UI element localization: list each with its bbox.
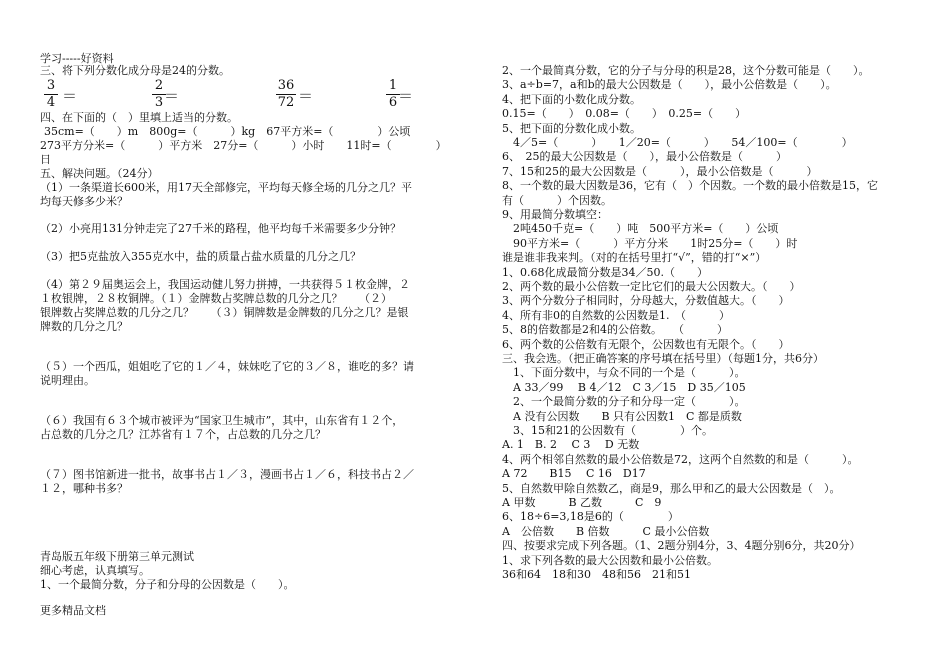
equals-sign: ＝	[298, 87, 314, 105]
right-line: A 33／99 B 4／12 C 3／15 D 35／105	[502, 380, 746, 394]
right-line: A 没有公因数 B 只有公因数1 C 都是质数	[502, 409, 742, 423]
right-line: 36和64 18和30 48和56 21和51	[502, 568, 691, 581]
section-4-line-2: 273平方分米=（ ）平方米 27分=（ ）小时 11时=（ ）	[40, 139, 447, 152]
right-line: 5、把下面的分数化成小数。	[502, 121, 641, 135]
right-line: 2吨450千克=（ ）吨 500平方米=（ ）公顷	[502, 222, 779, 236]
test-title: 青岛版五年级下册第三单元测试	[40, 550, 194, 563]
right-line: 四、按要求完成下列各题。（1、2题分别4分，3、4题分别6分，共20分）	[502, 539, 861, 553]
right-line: 9、用最简分数填空：	[502, 208, 608, 221]
right-line: 1、下面分数中，与众不同的一个是（ ）。	[502, 366, 746, 380]
page-header: 学习-----好资料	[40, 52, 114, 65]
question-7-cont: １２，哪种书多？	[40, 482, 128, 495]
section-4-line-3: 日	[40, 153, 51, 166]
right-line: A 公倍数 B 倍数 C 最小公倍数	[502, 524, 710, 538]
right-line: 有（ ）个因数。	[502, 193, 612, 207]
page-footer: 更多精品文档	[40, 604, 106, 617]
fraction-1: 3 4	[44, 79, 58, 110]
right-line: 8、一个数的最大因数是36，它有（ ）个因数。一个数的最小倍数是15，它	[502, 179, 878, 193]
right-line: 0.15=（ ） 0.08=（ ） 0.25=（ ）	[502, 107, 747, 121]
right-line: 2、两个数的最小公倍数一定比它们的最大公因数大。（ ）	[502, 280, 801, 293]
question-3: （3）把5克盐放入355克水中，盐的质量占盐水质量的几分之几？	[40, 250, 361, 263]
question-1-cont: 均每天修多少米？	[40, 195, 128, 208]
right-line: 7、15和25的最大公因数是（ ），最小公倍数是（ ）	[502, 164, 818, 178]
fraction-2: 2 3	[152, 79, 166, 110]
right-line: 2、一个最简分数的分子和分母一定（ ）。	[502, 395, 746, 409]
question-7: （７）图书馆新进一批书，故事书占１／３，漫画书占１／６，科技书占２／	[40, 468, 414, 481]
question-6-cont: 占总数的几分之几？江苏省有１７个，占总数的几分之几？	[40, 428, 326, 441]
equals-sign: ＝	[62, 87, 78, 105]
right-line: 1、求下列各数的最大公因数和最小公倍数。	[502, 553, 718, 567]
right-line: 4、把下面的小数化成分数。	[502, 92, 641, 106]
section-5-title: 五、解决问题。（24分）	[40, 167, 159, 180]
question-1: （1）一条渠道长600米，用17天全部修完，平均每天修全场的几分之几？平	[40, 181, 412, 194]
question-4-cont: 牌数的几分之几？	[40, 320, 128, 333]
right-line: 5、8的倍数都是2和4的公倍数。 （ ）	[502, 323, 728, 337]
right-line: 1、0.68化成最简分数是34／50.（ ）	[502, 265, 708, 279]
right-line: 三、我会选。（把正确答案的序号填在括号里）（每题1分，共6分）	[502, 352, 824, 365]
test-motto: 细心考虑，认真填写。	[40, 564, 150, 577]
right-line: 4、两个相邻自然数的最小公倍数是72，这两个自然数的和是（ ）。	[502, 452, 859, 466]
right-line: 6、两个数的公倍数有无限个，公因数也有无限个。（ ）	[502, 337, 790, 351]
fraction-4: 1 6	[386, 79, 400, 110]
right-line: 6、 25的最大公因数是（ ），最小公倍数是（ ）	[502, 150, 787, 164]
right-line: 3、15和21的公因数有（ ）个。	[502, 424, 713, 437]
right-line: A 甲数 B 乙数 C 9	[502, 496, 662, 509]
equals-sign: ＝	[398, 87, 414, 105]
question-4-cont: １枚银牌，２８枚铜牌。（１）金牌数占奖牌总数的几分之几？ （２）	[40, 292, 392, 305]
question-2: （2）小亮用131分钟走完了27千米的路程，他平均每千米需要多少分钟？	[40, 222, 401, 235]
question-5-cont: 说明理由。	[40, 374, 95, 387]
question-6: （６）我国有６３个城市被评为“国家卫生城市”，其中，山东省有１２个，	[40, 414, 404, 427]
question-5: （５）一个西瓜，姐姐吃了它的１／４，妹妹吃了它的３／８，谁吃的多？请	[40, 360, 414, 373]
right-line: A 72 B15 C 16 D17	[502, 467, 646, 481]
section-3-title: 三、将下列分数化成分母是24的分数。	[40, 64, 230, 77]
right-line: 3、两个分数分子相同时，分母越大，分数值越大。（ ）	[502, 294, 790, 308]
right-line: 5、自然数甲除自然数乙，商是9，那么甲和乙的最大公因数是（ ）。	[502, 481, 841, 495]
section-4-line-1: 35cm=（ ）m 800g=（ ）kg 67平方米=（ ）公顷	[44, 125, 411, 138]
right-line: 90平方米=（ ）平方分米 1时25分=（ ）时	[502, 236, 798, 250]
section-4-title: 四、在下面的（ ）里填上适当的分数。	[40, 111, 238, 124]
right-line: 6、18÷6=3,18是6的（ ）	[502, 510, 679, 524]
part1-question-1: 1、一个最简分数，分子和分母的公因数是（ ）。	[40, 578, 295, 591]
equals-sign: ＝	[164, 87, 180, 105]
right-line: 谁是谁非我来判。（对的在括号里打“√”，错的打“×”）	[502, 251, 767, 265]
fraction-3: 36 72	[277, 78, 295, 110]
question-4: （4）第２９届奥运会上，我国运动健儿努力拼搏，一共获得５１枚金牌，２	[40, 278, 410, 291]
right-line: 4、所有非0的自然数的公因数是1. （ ）	[502, 308, 730, 322]
right-line: 3、a÷b=7，a和b的最大公因数是（ ），最小公倍数是（ ）。	[502, 78, 837, 92]
right-line: 2、一个最简真分数，它的分子与分母的积是28，这个分数可能是（ ）。	[502, 64, 870, 77]
question-4-cont: 银牌数占奖牌总数的几分之几？ （３）铜牌数是金牌数的几分之几？是银	[40, 306, 409, 319]
right-line: 4／5=（ ） 1／20=（ ） 54／100=（ ）	[502, 136, 853, 149]
right-line: A. 1 B. 2 C 3 D 无数	[502, 438, 640, 452]
